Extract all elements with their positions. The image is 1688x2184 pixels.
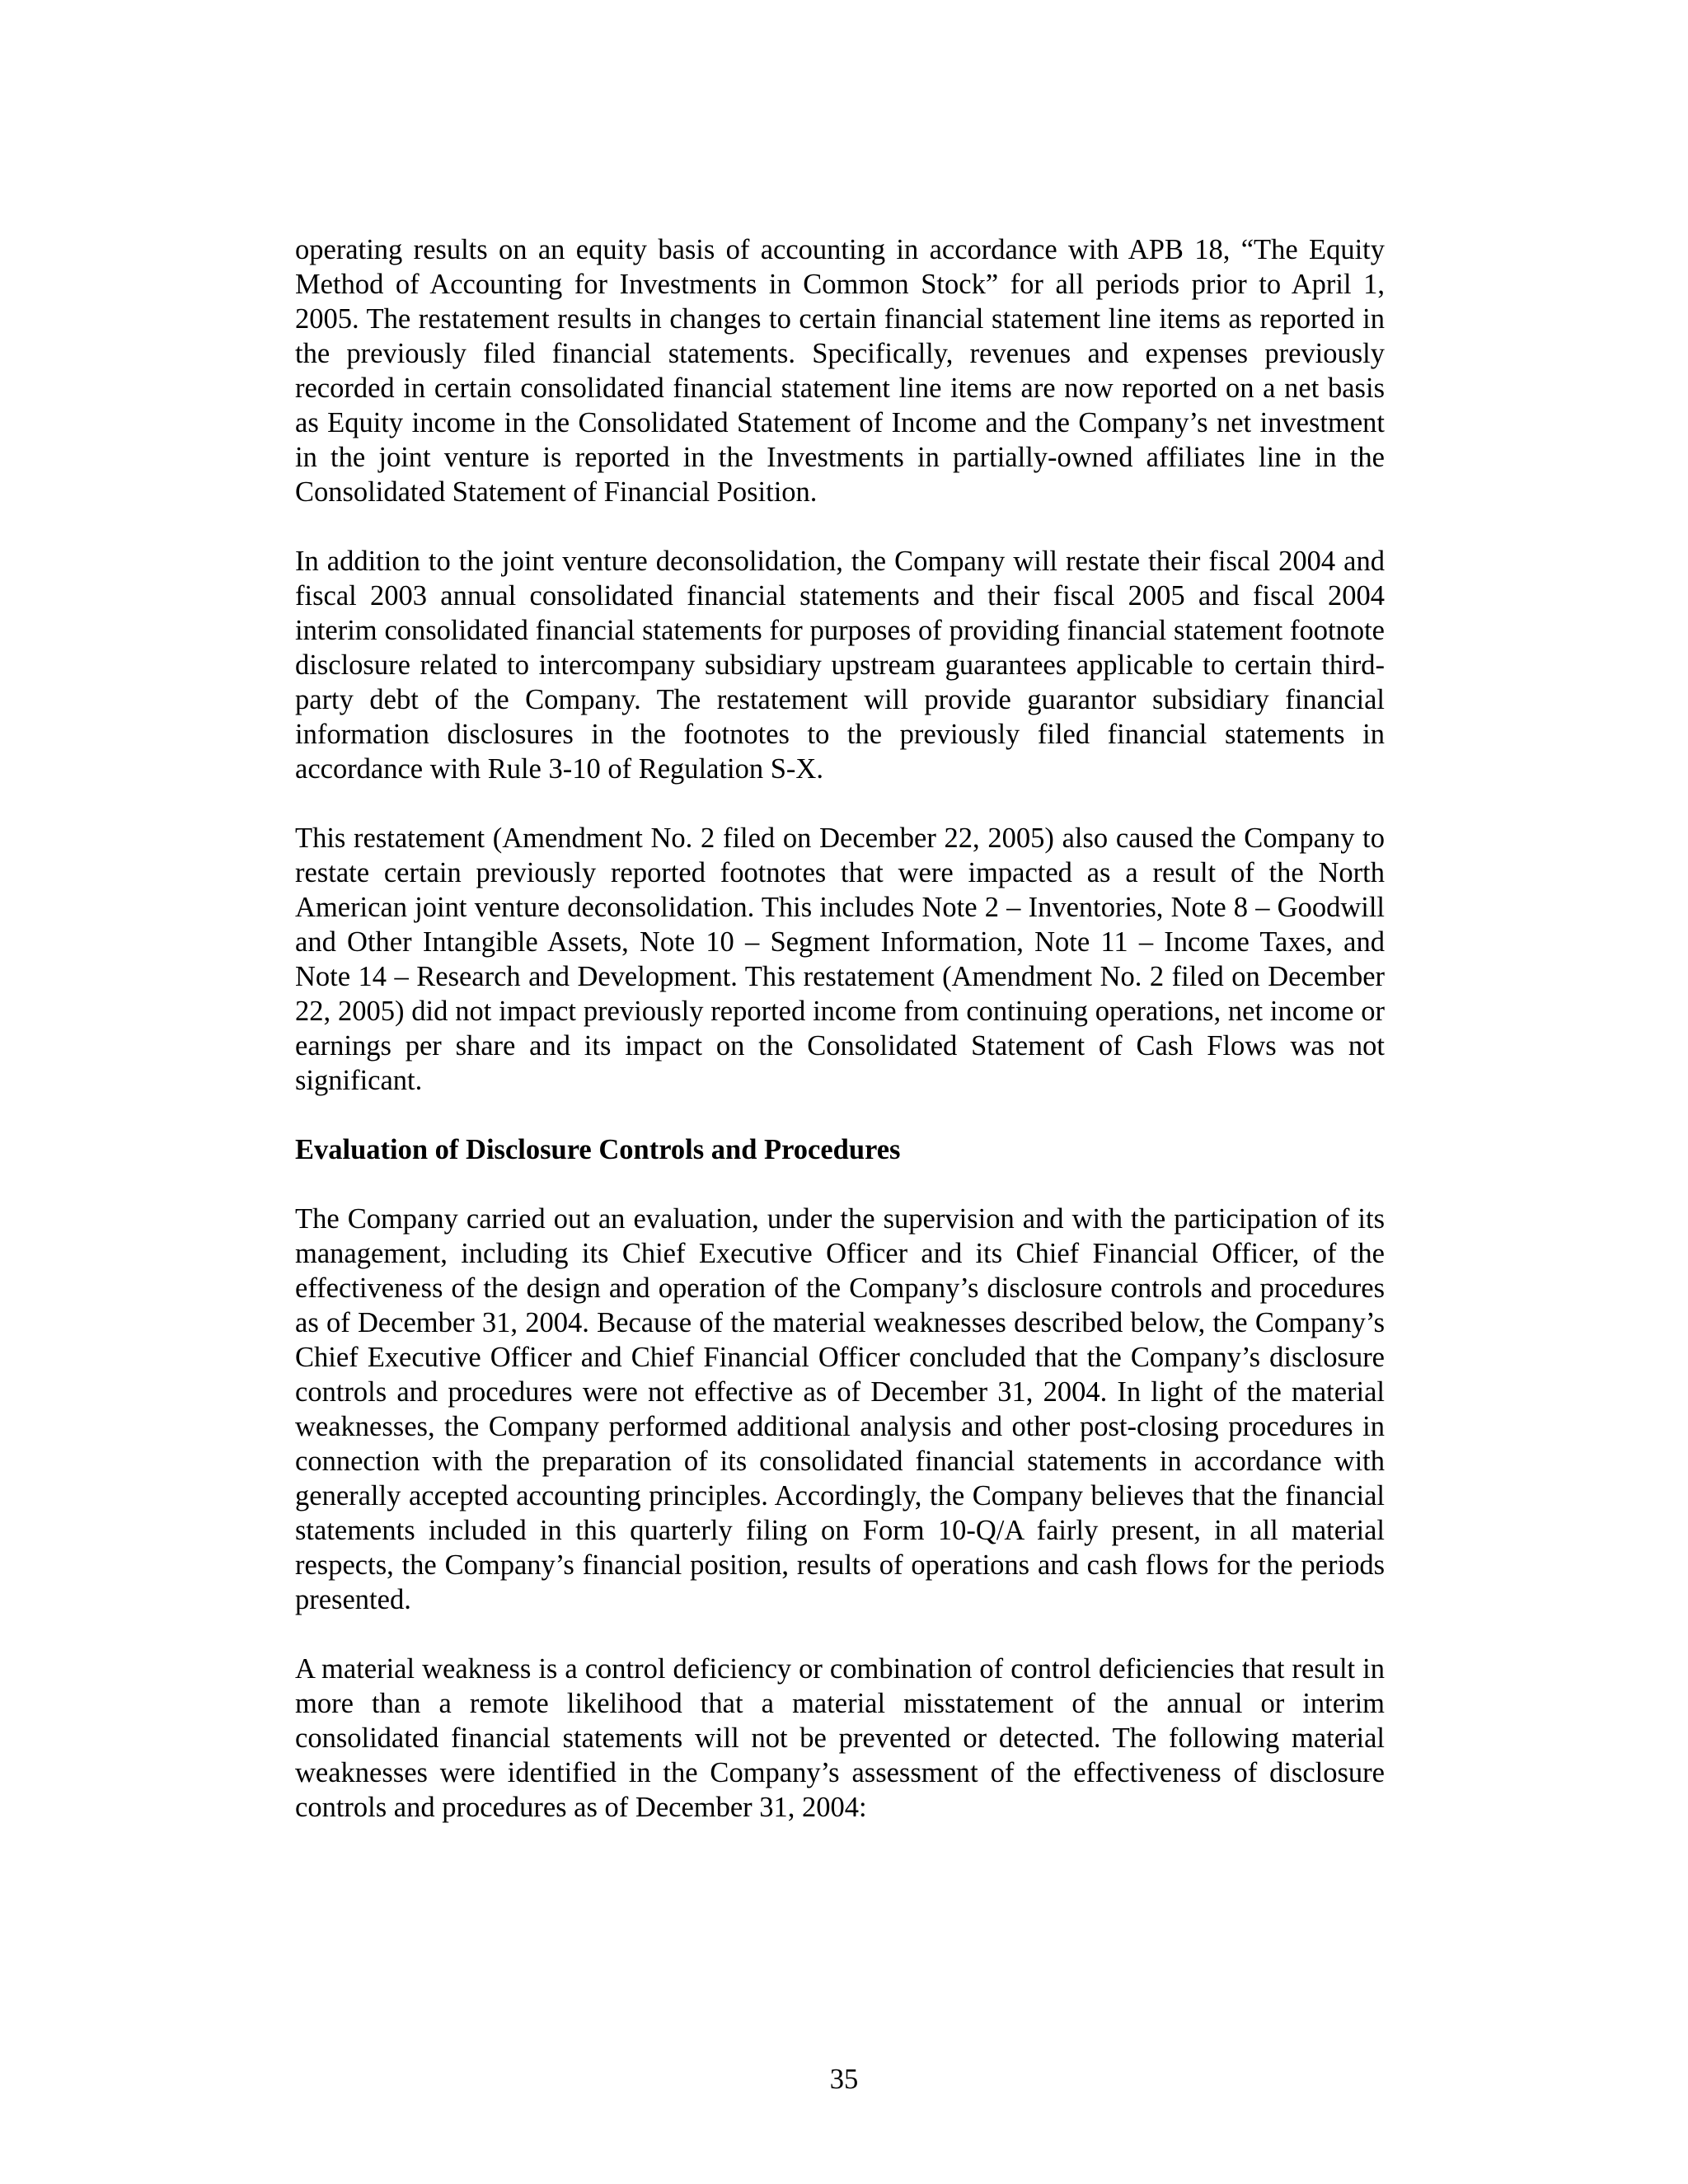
page-body <box>295 232 1385 1859</box>
section-heading: Evaluation of Disclosure Controls and Procedures <box>295 1134 901 1165</box>
paragraph-material-weakness: A material weakness is a control deficiency or combination of control deficiencies that result in more than a remote likelihood that a material misstatement of the annual or interim consolidated financial statements will not be prevented or detected. The following material weaknesses were identified in the Company’s assessment of the effectiveness of disclosure controls and procedures as of December 31, 2004: <box>295 1653 1385 1823</box>
paragraph-equity-method-restatement: operating results on an equity basis of accounting in accordance with APB 18, “The Equity Method of Accounting for Investments in Common Stock” for all periods prior to April 1, 2005. The restatement results in changes to certain financial statement line items as reported in the previously filed financial statements. Specifically, revenues and expenses previously recorded in certain consolidated financial statement line items are now reported on a net basis as Equity income in the Consolidated Statement of Income and the Company’s net investment in the joint venture is reported in the Investments in partially-owned affiliates line in the Consolidated Statement of Financial Position. <box>295 234 1385 508</box>
paragraph-evaluation: The Company carried out an evaluation, under the supervision and with the participation of its management, including its Chief Executive Officer and its Chief Financial Officer, of the effectiveness of the design and operation of the Company’s disclosure controls and procedures as of December 31, 2004. Because of the material weaknesses described below, the Company’s Chief Executive Officer and Chief Financial Officer concluded that the Company’s disclosure controls and procedures were not effective as of December 31, 2004. In light of the material weaknesses, the Company performed additional analysis and other post-closing procedures in connection with the preparation of its consolidated financial statements in accordance with generally accepted accounting principles. Accordingly, the Company believes that the financial statements included in this quarterly filing on Form 10-Q/A fairly present, in all material respects, the Company’s financial position, results of operations and cash flows for the periods presented. <box>295 1203 1385 1615</box>
page-number: 35 <box>829 2064 859 2095</box>
paragraph-amendment-footnotes: This restatement (Amendment No. 2 filed on December 22, 2005) also caused the Company to restate certain previously reported footnotes that were impacted as a result of the North American joint venture deconsolidation. This includes Note 2 – Inventories, Note 8 – Goodwill and Other Intangible Assets, Note 10 – Segment Information, Note 11 – Income Taxes, and Note 14 – Research and Development. This restatement (Amendment No. 2 filed on December 22, 2005) did not impact previously reported income from continuing operations, net income or earnings per share and its impact on the Consolidated Statement of Cash Flows was not significant. <box>295 823 1385 1096</box>
paragraph-guarantor-restatement: In addition to the joint venture deconsolidation, the Company will restate their fiscal 2004 and fiscal 2003 annual consolidated financial statements and their fiscal 2005 and fiscal 2004 interim consolidated financial statements for purposes of providing financial statement footnote disclosure related to intercompany subsidiary upstream guarantees applicable to certain third-party debt of the Company. The restatement will provide guarantor subsidiary financial information disclosures in the footnotes to the previously filed financial statements in accordance with Rule 3-10 of Regulation S-X. <box>295 546 1385 785</box>
